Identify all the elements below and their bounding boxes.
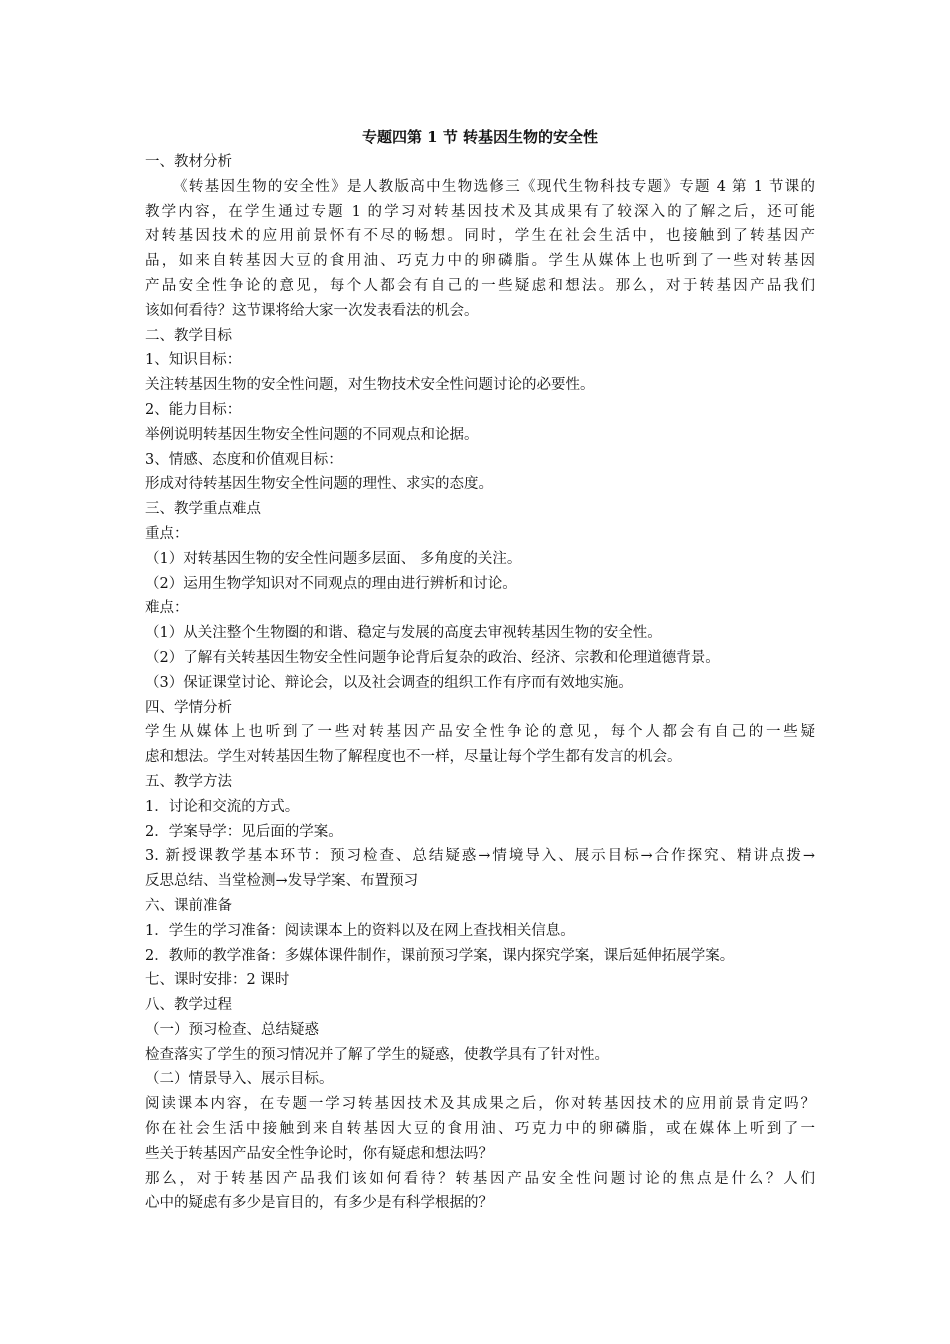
document-title: 专题四第 1 节 转基因生物的安全性: [361, 128, 599, 146]
list-item: 3. 新授课教学基本环节：预习检查、总结疑惑→情境导入、展示目标→合作探究、精讲点拨→: [145, 848, 815, 865]
paragraph-line: 心中的疑虑有多少是盲目的，有多少是有科学根据的？: [145, 1195, 493, 1212]
paragraph-line: 关注转基因生物的安全性问题，对生物技术安全性问题讨论的必要性。: [145, 377, 595, 394]
list-item: （1）对转基因生物的安全性问题多层面、 多角度的关注。: [145, 550, 522, 567]
paragraph-line: 举例说明转基因生物安全性问题的不同观点和论据。: [145, 426, 479, 443]
section-heading-preparation: 六、课前准备: [145, 897, 232, 914]
section-heading-teaching-process: 八、教学过程: [145, 997, 232, 1014]
list-item: （2）了解有关转基因生物安全性问题争论背后复杂的政治、经济、宗教和伦理道德背景。: [145, 649, 720, 666]
paragraph-line: 些关于转基因产品安全性争论时，你有疑虑和想法吗？: [145, 1145, 493, 1162]
paragraph-line: 那么，对于转基因产品我们该如何看待？转基因产品安全性问题讨论的焦点是什么？人们: [145, 1170, 815, 1187]
list-item: 2．学案导学：见后面的学案。: [145, 823, 343, 840]
paragraph-line: 该如何看待？这节课将给大家一次发表看法的机会。: [145, 302, 479, 319]
paragraph-line: 教学内容，在学生通过专题 1 的学习对转基因技术及其成果有了较深入的了解之后，还可能: [145, 203, 815, 220]
document-page: [145, 125, 815, 1216]
subheading-preview-check: （一）预习检查、总结疑惑: [145, 1021, 319, 1038]
paragraph-line: 你在社会生活中接触到来自转基因大豆的食用油、巧克力中的卵磷脂，或在媒体上听到了一: [145, 1121, 815, 1138]
paragraph-line: 形成对待转基因生物安全性问题的理性、求实的态度。: [145, 476, 493, 493]
section-heading-teaching-methods: 五、教学方法: [145, 773, 232, 790]
section-heading-student-analysis: 四、学情分析: [145, 699, 232, 716]
section-heading-schedule: 七、课时安排：2 课时: [145, 972, 290, 989]
subheading-difficult-points: 难点：: [145, 600, 189, 617]
list-item: 1．讨论和交流的方式。: [145, 798, 300, 815]
section-heading-teaching-goals: 二、教学目标: [145, 327, 232, 344]
list-item: （2）运用生物学知识对不同观点的理由进行辨析和讨论。: [145, 575, 517, 592]
subheading-key-points: 重点：: [145, 525, 189, 542]
paragraph-line: 产品安全性争论的意见，每个人都会有自己的一些疑虑和想法。那么，对于转基因产品我们: [145, 277, 815, 294]
subheading-scene-intro: （二）情景导入、展示目标。: [145, 1071, 334, 1088]
paragraph-line: 学生从媒体上也听到了一些对转基因产品安全性争论的意见，每个人都会有自己的一些疑: [145, 724, 815, 741]
paragraph-line: 《转基因生物的安全性》是人教版高中生物选修三《现代生物科技专题》专题 4 第 1 节课的: [173, 178, 815, 195]
paragraph-line: 阅读课本内容，在专题一学习转基因技术及其成果之后，你对转基因技术的应用前景肯定吗？: [145, 1096, 815, 1113]
section-heading-key-points: 三、教学重点难点: [145, 501, 261, 518]
list-item: 1．学生的学习准备：阅读课本上的资料以及在网上查找相关信息。: [145, 922, 575, 939]
section-heading-textbook-analysis: 一、教材分析: [145, 154, 232, 170]
list-item: （1）从关注整个生物圈的和谐、稳定与发展的高度去审视转基因生物的安全性。: [145, 625, 662, 642]
subheading-knowledge-goal: 1、知识目标：: [145, 352, 242, 369]
subheading-ability-goal: 2、能力目标：: [145, 401, 242, 418]
list-item: 2．教师的教学准备：多媒体课件制作，课前预习学案，课内探究学案，课后延伸拓展学案。: [145, 947, 735, 964]
list-item: （3）保证课堂讨论、辩论会，以及社会调查的组织工作有序而有效地实施。: [145, 674, 633, 691]
paragraph-line: 品，如来自转基因大豆的食用油、巧克力中的卵磷脂。学生从媒体上也听到了一些对转基因: [145, 253, 815, 270]
paragraph-line: 反思总结、当堂检测→发导学案、布置预习: [145, 873, 419, 890]
paragraph-line: 虑和想法。学生对转基因生物了解程度也不一样，尽量让每个学生都有发言的机会。: [145, 749, 682, 766]
subheading-emotion-goal: 3、情感、态度和价值观目标：: [145, 451, 343, 468]
paragraph-line: 对转基因技术的应用前景怀有不尽的畅想。同时，学生在社会生活中，也接触到了转基因产: [145, 228, 815, 245]
paragraph-line: 检查落实了学生的预习情况并了解了学生的疑惑，使教学具有了针对性。: [145, 1046, 609, 1063]
document-body: [145, 150, 815, 1216]
